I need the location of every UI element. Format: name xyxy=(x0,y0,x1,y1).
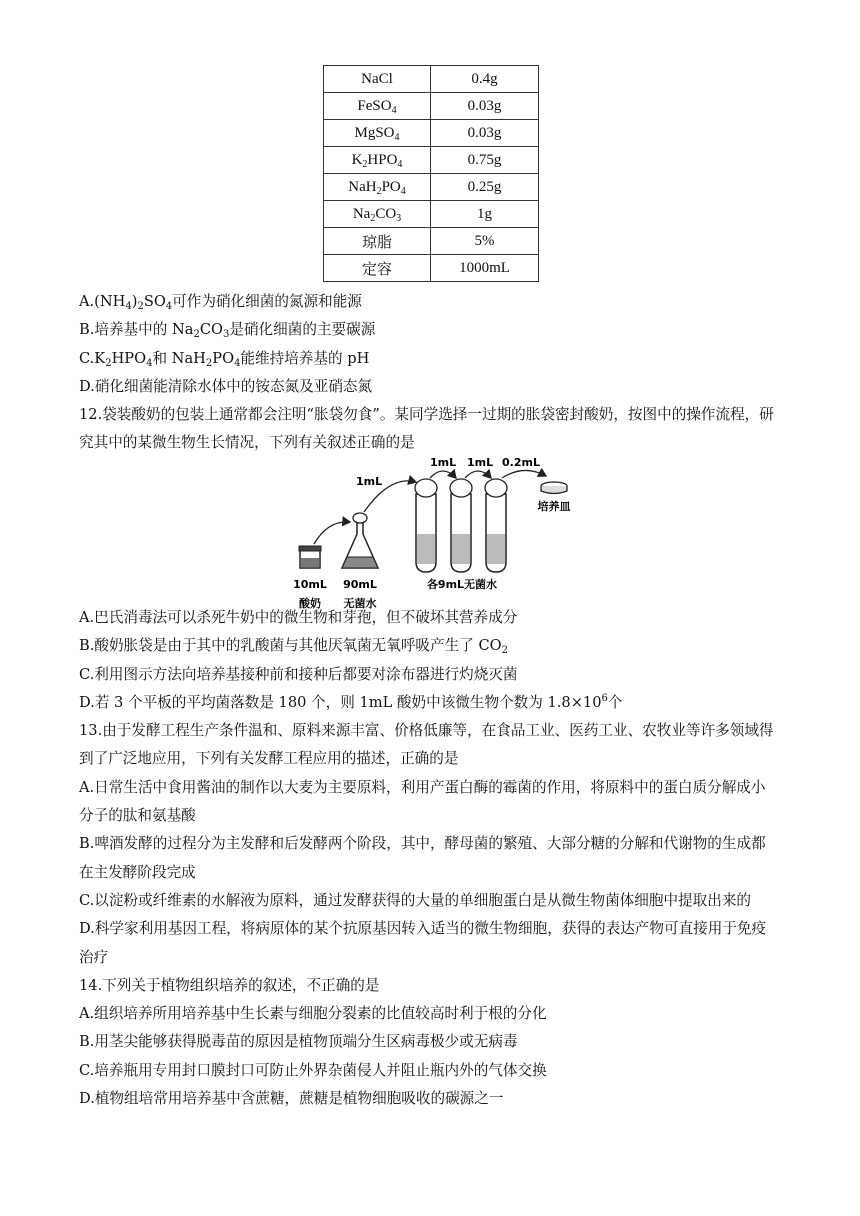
arrow-tube3-to-plate xyxy=(502,470,546,478)
medium-row xyxy=(324,174,539,201)
medium-row xyxy=(324,93,539,120)
q12-option-d: D.若 3 个平板的平均菌落数是 180 个，则 1mL 酸奶中该微生物个数为 $1.8\times 10^6$个 xyxy=(79,692,623,711)
flask-label: 无菌水 xyxy=(343,597,377,610)
arrow-tube2-label: 1mL xyxy=(467,456,494,469)
arrow-tube1-label: 1mL xyxy=(430,456,457,469)
jar-label: 酸奶 xyxy=(299,597,321,610)
q14-option-a: A.组织培养所用培养基中生长素与细胞分裂素的比值较高时利于根的分化 xyxy=(79,1005,547,1023)
q12-option-c: C.利用图示方法向培养基接种前和接种后都要对涂布器进行灼烧灭菌 xyxy=(79,665,518,683)
flask-volume-label: 90mL xyxy=(343,578,377,591)
component-amount: 0.03g xyxy=(431,120,539,147)
component-name: $NaH_2PO_4$ xyxy=(324,174,431,201)
q11-option-a: $A.(NH_4)_2SO_4$可作为硝化细菌的氮源和能源 xyxy=(79,293,362,312)
component-name: MgSO$_4$ xyxy=(324,120,431,147)
component-name: 定容 xyxy=(324,255,431,282)
plate-label: 培养皿 xyxy=(537,500,571,513)
q13-option-a: A.日常生活中食用酱油的制作以大麦为主要原料，利用产蛋白酶的霉菌的作用，将原料中的蛋白质分解成小分子的肽和氨基酸 xyxy=(79,778,766,825)
q12-option-a: A.巴氏消毒法可以杀死牛奶中的微生物和芽孢，但不破坏其营养成分 xyxy=(79,609,518,626)
jar-volume-label: 10mL xyxy=(293,578,327,591)
tubes-label: 各9mL无菌水 xyxy=(426,578,498,591)
medium-row xyxy=(324,66,539,93)
component-amount: 0.75g xyxy=(431,147,539,174)
q11-option-c: $C.K_2HPO_4$和 $NaH_2PO_4$能维持培养基的 pH xyxy=(79,349,370,369)
component-amount: 0.4g xyxy=(431,66,539,93)
q14-option-c: C.培养瓶用专用封口膜封口可防止外界杂菌侵人并阻止瓶内外的气体交换 xyxy=(79,1061,547,1079)
test-tube-2-icon xyxy=(450,479,472,572)
yogurt-jar-icon xyxy=(299,546,321,568)
component-amount: 0.03g xyxy=(431,93,539,120)
question-12-options xyxy=(79,604,779,1113)
test-tube-1-icon xyxy=(415,479,437,572)
q13-stem: 13.由于发酵工程生产条件温和、原料来源丰富、价格低廉等，在食品工业、医药工业、农牧业等许多领域得到了广泛地应用，下列有关发酵工程应用的描述，正确的是 xyxy=(79,722,774,768)
component-name: $K_2HPO_4$ xyxy=(324,147,431,174)
medium-row xyxy=(324,255,539,282)
component-amount: 1000mL xyxy=(431,255,539,282)
arrow-tube1-to-tube2 xyxy=(430,471,456,478)
test-tube-3-icon xyxy=(485,479,507,572)
medium-row xyxy=(324,120,539,147)
arrow-jar-to-flask xyxy=(314,522,350,544)
medium-row xyxy=(324,147,539,174)
q14-option-b: B.用茎尖能够获得脱毒苗的原因是植物顶端分生区病毒极少或无病毒 xyxy=(79,1033,518,1051)
arrow-flask-label: 1mL xyxy=(356,475,383,488)
component-name: $Na_2CO_3$ xyxy=(324,201,431,228)
q13-option-d: D.科学家利用基因工程，将病原体的某个抗原基因转入适当的微生物细胞，获得的表达产物可直接用于免疫治疗 xyxy=(79,920,767,966)
q14-stem: 14.下列关于植物组织培养的叙述，不正确的是 xyxy=(79,976,380,994)
q12-stem: 12.袋装酸奶的包装上通常都会注明“胀袋勿食”。某同学选择一过期的胀袋密封酸奶，按图中的操作流程，研究其中的某微生物生长情况，下列有关叙述正确的是 xyxy=(79,406,774,452)
q11-option-d: D.硝化细菌能清除水体中的铵态氮及亚硝态氮 xyxy=(79,377,373,395)
medium-row xyxy=(324,228,539,255)
culture-medium-table xyxy=(323,65,539,282)
arrow-tube3-label: 0.2mL xyxy=(502,456,540,469)
petri-dish-icon xyxy=(541,482,567,494)
component-name: 琼脂 xyxy=(324,228,431,255)
component-name: FeSO$_4$ xyxy=(324,93,431,120)
component-amount: 0.25g xyxy=(431,174,539,201)
component-amount: 1g xyxy=(431,201,539,228)
q13-option-c: C.以淀粉或纤维素的水解液为原料，通过发酵获得的大量的单细胞蛋白是从微生物菌体细胞中提取出来的 xyxy=(79,891,752,909)
component-amount: 5% xyxy=(431,228,539,255)
q13-option-b: B.啤酒发酵的过程分为主发酵和后发酵两个阶段，其中，酵母菌的繁殖、大部分糖的分解和代谢物的生成都在主发酵阶段完成 xyxy=(79,835,766,881)
q11-option-b: B.培养基中的 $Na_2CO_3$是硝化细菌的主要碳源 xyxy=(79,321,376,341)
component-name: NaCl xyxy=(324,66,431,93)
arrow-tube2-to-tube3 xyxy=(465,471,491,478)
question-11-options xyxy=(79,288,779,458)
medium-row xyxy=(324,201,539,228)
q12-option-b: B.酸奶胀袋是由于其中的乳酸菌与其他厌氧菌无氧呼吸产生了 $CO_2$ xyxy=(79,637,508,657)
q14-option-d: D.植物组培常用培养基中含蔗糖，蔗糖是植物细胞吸收的碳源之一 xyxy=(79,1090,504,1108)
dilution-diagram xyxy=(292,450,582,591)
